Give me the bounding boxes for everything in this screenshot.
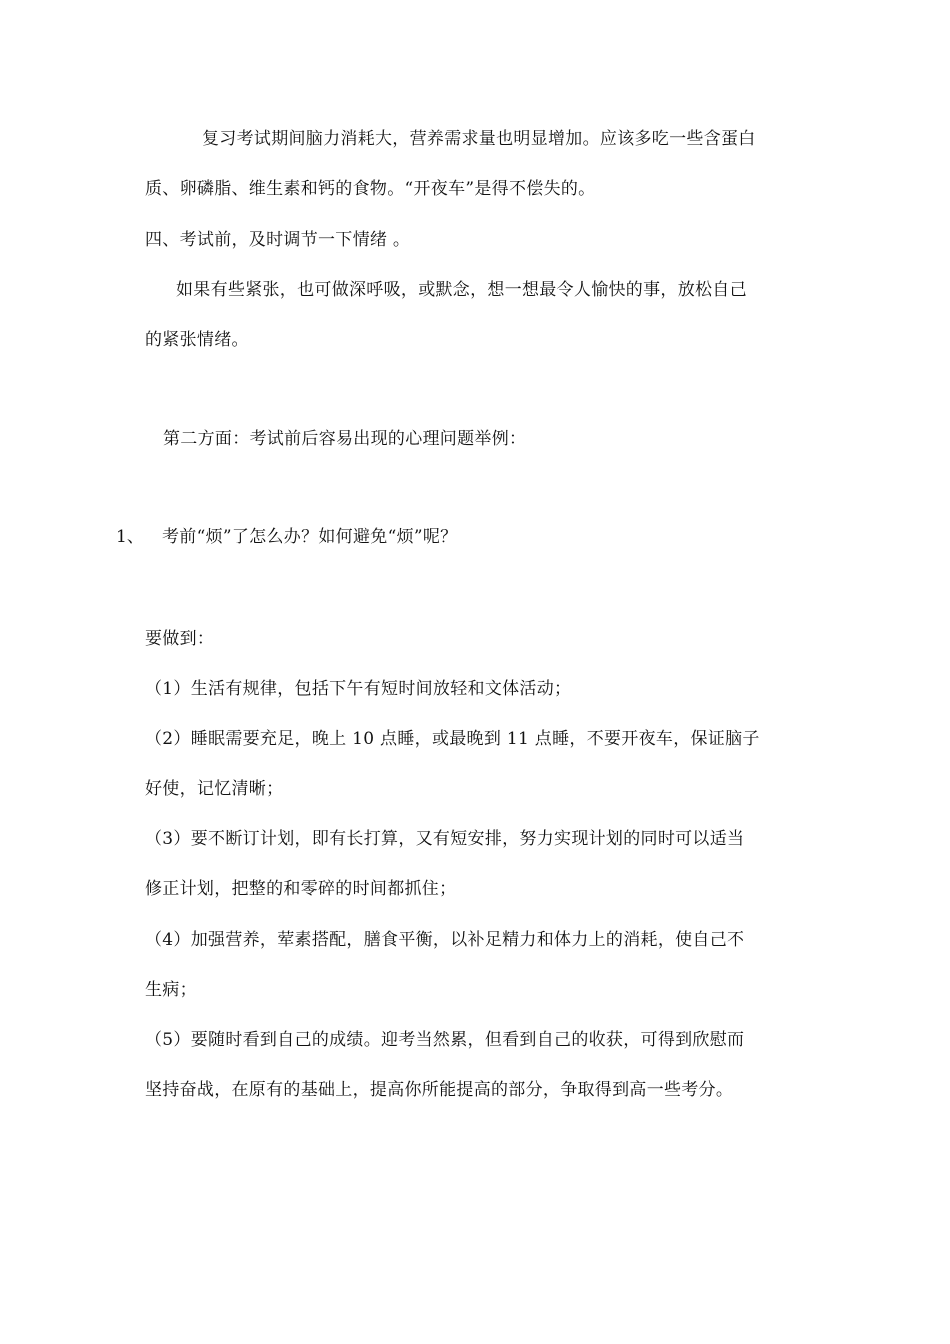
question-number: 1、 [116,527,144,547]
list-item-continuation: 坚持奋战，在原有的基础上，提高你所能提高的部分，争取得到高一些考分。 [145,1080,734,1100]
list-item: （2）睡眠需要充足，晚上 10 点睡，或最晚到 11 点睡，不要开夜车，保证脑子 [145,729,760,749]
section-heading: 第二方面：考试前后容易出现的心理问题举例： [163,429,527,449]
list-item: （1）生活有规律，包括下午有短时间放轻和文体活动； [145,679,572,699]
paragraph-line: 的紧张情绪。 [145,330,249,350]
section-heading: 四、考试前，及时调节一下情绪 。 [145,230,411,250]
paragraph-line: 要做到： [145,629,215,649]
list-item-continuation: 生病； [145,980,197,1000]
question-heading: 考前“烦”了怎么办？如何避免“烦”呢？ [162,527,458,547]
paragraph-line: 质、卵磷脂、维生素和钙的食物。“开夜车”是得不偿失的。 [145,179,596,199]
paragraph-line: 复习考试期间脑力消耗大，营养需求量也明显增加。应该多吃一些含蛋白 [202,129,756,149]
list-item-continuation: 修正计划，把整的和零碎的时间都抓住； [145,879,457,899]
list-item: （5）要随时看到自己的成绩。迎考当然累，但看到自己的收获，可得到欣慰而 [145,1030,745,1050]
paragraph-line: 如果有些紧张，也可做深呼吸，或默念，想一想最令人愉快的事，放松自己 [176,280,747,300]
list-item: （3）要不断订计划，即有长打算，又有短安排，努力实现计划的同时可以适当 [145,829,745,849]
list-item-continuation: 好使，记忆清晰； [145,779,284,799]
list-item: （4）加强营养，荤素搭配，膳食平衡，以补足精力和体力上的消耗，使自己不 [145,930,745,950]
